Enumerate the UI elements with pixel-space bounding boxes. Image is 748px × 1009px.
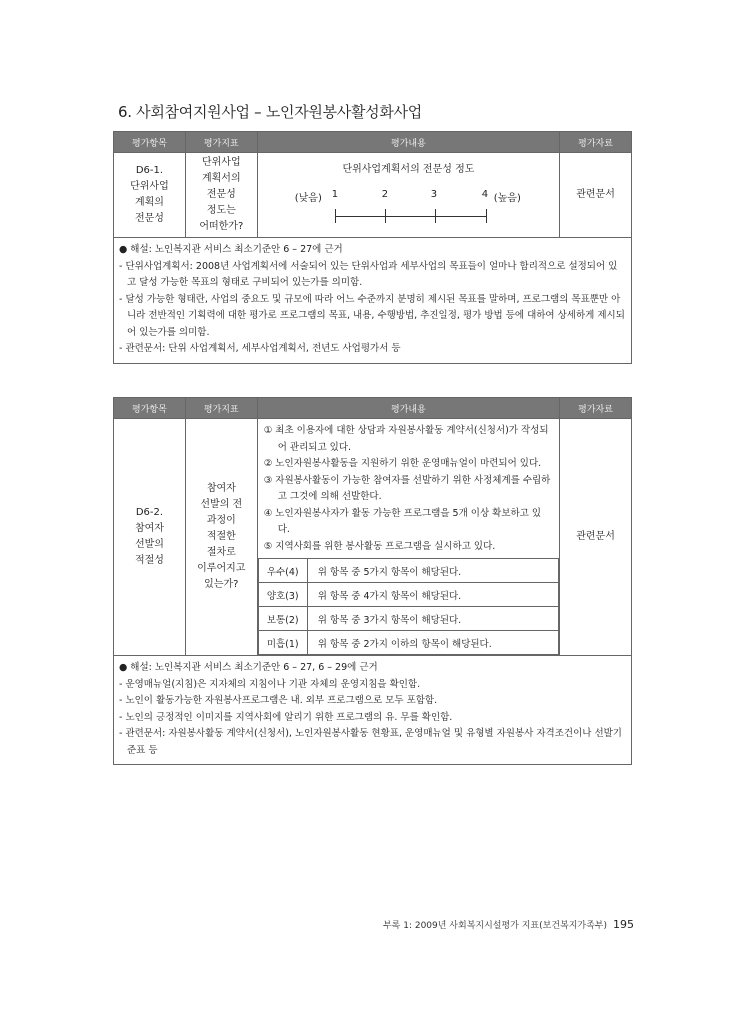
header-item: 평가항목	[114, 398, 186, 419]
header-material: 평가자료	[560, 132, 632, 153]
notes-cell	[114, 656, 632, 765]
grade-text: 위 항목 중 2가지 이하의 항목이 해당된다.	[307, 631, 558, 655]
note-line: - 관련문서: 자원봉사활동 계약서(신청서), 노인자원봉사활동 현황표, 운영매뉴얼 및 유형별 자원봉사 자격조건이나 선발기준표 등	[119, 728, 622, 756]
note-line: ● 해설: 노인복지관 서비스 최소기준안 6 – 27, 6 – 29에 근거	[119, 662, 378, 673]
item-line: 선발의	[134, 539, 164, 550]
grade-row	[258, 559, 558, 583]
indicator-line: 절차로	[206, 547, 236, 558]
note-line: - 달성 가능한 형태란, 사업의 중요도 및 규모에 따라 어느 수준까지 분명히 제시된 목표를 말하며, 프로그램의 목표뿐만 아니라 전반적인 기획력에 대한 평가로 프로그램의 목표, 내용, 수행방법, 추진일정, 평가 방법 등에 대하여 상세하게 제시되어 있는가를 의미함.	[119, 293, 625, 338]
header-indicator: 평가지표	[185, 398, 257, 419]
grade-row	[258, 583, 558, 607]
item-line: 참여자	[134, 523, 164, 534]
indicator-line: 과정이	[206, 515, 236, 526]
indicator-line: 단위사업	[201, 157, 241, 168]
item-line: 전문성	[134, 213, 164, 224]
criteria-item: ③ 자원봉사활동이 가능한 참여자를 선발하기 위한 사정체계를 수립하고 그것에 의해 선발한다.	[263, 474, 551, 502]
indicator-line: 있는가?	[204, 579, 239, 590]
item-line: 단위사업	[130, 181, 169, 192]
scale-low-label: (낮음)	[294, 193, 322, 204]
grade-label: 보통(2)	[258, 607, 307, 631]
table-row	[114, 419, 632, 656]
notes-row	[114, 238, 632, 364]
grade-row	[258, 631, 558, 655]
indicator-line: 어떠한가?	[199, 221, 244, 232]
evaluation-table-d6-2	[113, 397, 632, 765]
scale-number: 4	[481, 189, 489, 200]
scale-tick	[385, 209, 386, 223]
note-line: - 노인이 활동가능한 자원봉사프로그램은 내. 외부 프로그램으로 모두 포함함.	[119, 695, 438, 706]
scale-number: 2	[381, 189, 389, 200]
criteria-list	[258, 419, 559, 558]
table-header-row	[114, 132, 632, 153]
indicator-line: 계획서의	[201, 173, 241, 184]
note-line: ● 해설: 노인복지관 서비스 최소기준안 6 – 27에 근거	[119, 244, 343, 255]
grade-label: 미흡(1)	[258, 631, 307, 655]
eval-material: 관련문서	[560, 419, 632, 656]
criteria-item: ⑤ 지역사회를 위한 봉사활동 프로그램을 실시하고 있다.	[263, 540, 496, 552]
scale-high-label: (높음)	[493, 193, 521, 204]
scale-question: 단위사업계획서의 전문성 정도	[342, 164, 475, 175]
note-line: - 노인의 긍정적인 이미지를 지역사회에 알리기 위한 프로그램의 유. 무를 확인함.	[119, 711, 453, 723]
criteria-item: ① 최초 이용자에 대한 상담과 자원봉사활동 계약서(신청서)가 작성되어 관리되고 있다.	[263, 425, 549, 453]
note-line: - 단위사업계획서: 2008년 사업계획서에 서술되어 있는 단위사업과 세부사업의 목표들이 얼마나 합리적으로 설정되어 있고 달성 가능한 목표의 형태로 구비되어 있는가를 의미함.	[119, 260, 618, 288]
evaluation-table-d6-1	[113, 131, 632, 364]
note-line: - 관련문서: 단위 사업계획서, 세부사업계획서, 전년도 사업평가서 등	[119, 343, 401, 354]
item-code: D6-1.	[135, 165, 164, 176]
header-material: 평가자료	[560, 398, 632, 419]
header-content: 평가내용	[257, 398, 559, 419]
grade-row	[258, 607, 558, 631]
criteria-item: ② 노인자원봉사활동을 지원하기 위한 운영매뉴얼이 마련되어 있다.	[263, 458, 542, 469]
eval-item	[114, 419, 186, 656]
eval-material: 관련문서	[560, 153, 632, 238]
indicator-line: 참여자	[206, 483, 236, 494]
header-item: 평가항목	[114, 132, 186, 153]
item-line: 적절성	[134, 555, 164, 566]
indicator-line: 정도는	[206, 205, 236, 216]
eval-content	[257, 419, 559, 656]
eval-item	[114, 153, 186, 238]
header-indicator: 평가지표	[185, 132, 257, 153]
eval-indicator	[185, 153, 257, 238]
rating-scale	[258, 153, 559, 237]
eval-content	[257, 153, 559, 238]
grade-label: 우수(4)	[258, 559, 307, 583]
indicator-line: 전문성	[206, 189, 236, 200]
section-title: 6. 사회참여지원사업 – 노인자원봉사활성화사업	[118, 103, 422, 121]
footer-text: 부록 1: 2009년 사회복지시설평가 지표(보건복지가족부)	[382, 921, 607, 931]
grade-text: 위 항목 중 5가지 항목이 해당된다.	[307, 559, 558, 583]
notes-row	[114, 656, 632, 765]
note-line: - 운영매뉴얼(지침)은 지자체의 지침이나 기관 자체의 운영지침을 확인함.	[119, 678, 421, 690]
table-row	[114, 153, 632, 238]
scale-tick	[435, 209, 436, 223]
table-header-row	[114, 398, 632, 419]
indicator-line: 적절한	[206, 531, 236, 542]
grade-table	[258, 558, 559, 655]
scale-tick	[335, 209, 336, 223]
item-code: D6-2.	[135, 507, 164, 518]
indicator-line: 이루어지고	[197, 563, 246, 574]
scale-axis	[335, 216, 487, 217]
indicator-line: 선발의 전	[200, 499, 243, 510]
grade-text: 위 항목 중 3가지 항목이 해당된다.	[307, 607, 558, 631]
scale-number: 1	[331, 189, 339, 200]
notes-cell	[114, 238, 632, 364]
eval-indicator	[185, 419, 257, 656]
grade-label: 양호(3)	[258, 583, 307, 607]
criteria-item: ④ 노인자원봉사자가 활동 가능한 프로그램을 5개 이상 확보하고 있다.	[263, 507, 542, 535]
grade-text: 위 항목 중 4가지 항목이 해당된다.	[307, 583, 558, 607]
page-number: 195	[613, 918, 634, 931]
scale-number: 3	[430, 189, 438, 200]
scale-tick	[486, 209, 487, 223]
item-line: 계획의	[134, 197, 164, 208]
header-content: 평가내용	[257, 132, 559, 153]
page-footer	[383, 918, 634, 931]
